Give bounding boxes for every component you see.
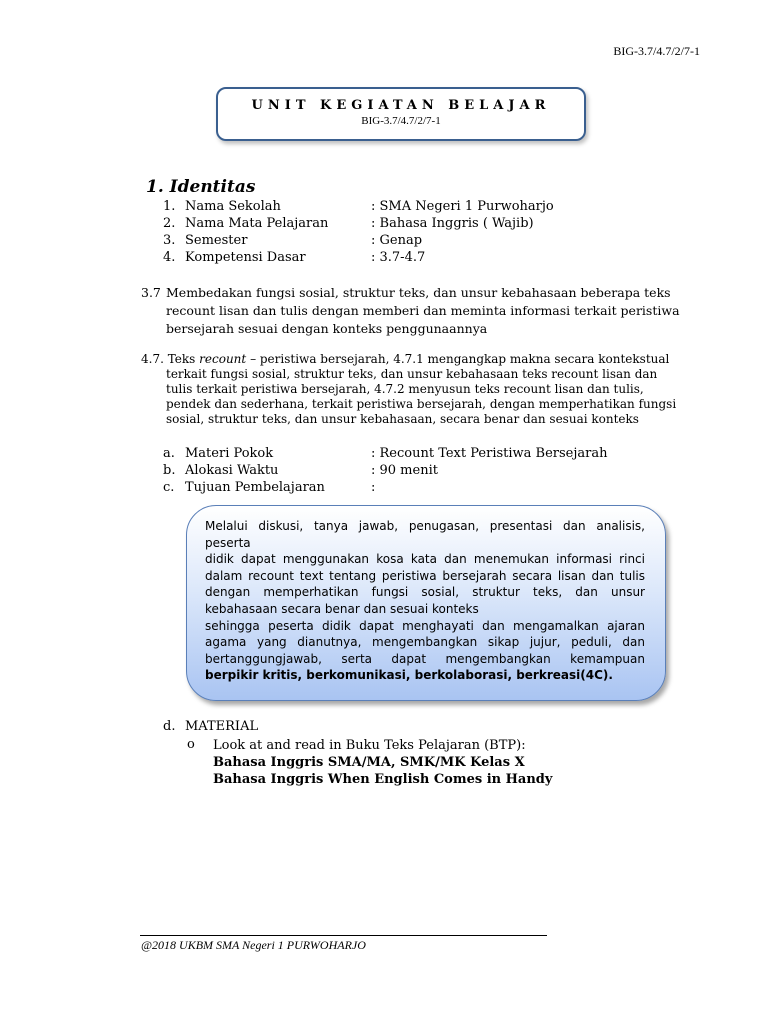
detail-tujuan-value: : [371,480,376,495]
kd47-line-2: terkait fungsi sosial, struktur teks, dan unsur kebahasaan teks recount lisan dan [166,367,658,381]
detail-alokasi-value: : 90 menit [371,463,438,478]
learning-goal-text: Melalui diskusi, tanya jawab, penugasan, presentasi dan analisis, peserta didik dapat menggunakan kosa kata dan menemukan informasi rinci dalam recount text tentang peristiwa bersejarah secara lisan dan tulis dengan memperhatikan fungsi sosial, struktur teks, dan unsur kebahasaan secara benar dan sesuai konteks sehingga peserta didik dapat menghayati dan mengamalkan ajaran agama yang dianutnya, mengembangkan sikap jujur, peduli, dan bertanggungjawab, serta dapat mengembangkan kemampuan berpikir kritis, berkomunikasi, berkolaborasi, berkreasi(4C). [205,519,645,683]
identitas-heading: 1. Identitas [146,177,256,197]
document-title: UNIT KEGIATAN BELAJAR [251,98,551,113]
kd37-line-2: recount lisan dan tulis dengan memberi dan meminta informasi terkait peristiwa [166,303,680,318]
material-bullet: o [187,737,195,752]
identitas-item-3: 3. Semester [163,233,248,248]
header-code: BIG-3.7/4.7/2/7-1 [613,44,700,58]
kd37-number: 3.7 [141,285,161,300]
identitas-value-3: : Genap [371,233,423,248]
material-line-2: Bahasa Inggris SMA/MA, SMK/MK Kelas X [213,755,525,770]
footer-divider [140,935,547,936]
title-box [216,87,586,141]
detail-tujuan: c. Tujuan Pembelajaran [163,480,325,495]
identitas-value-2: : Bahasa Inggris ( Wajib) [371,216,534,231]
kd47-line-4: pendek dan sederhana, terkait peristiwa bersejarah, dengan memperhatikan fungsi [166,397,677,411]
detail-materi: a. Materi Pokok [163,446,274,461]
material-line-3: Bahasa Inggris When English Comes in Handy [213,772,553,787]
kd47-line-3: tulis terkait peristiwa bersejarah, 4.7.2 menyusun teks recount lisan dan tulis, [166,382,644,396]
identitas-item-2: 2. Nama Mata Pelajaran [163,216,329,231]
identitas-value-4: : 3.7-4.7 [371,250,426,265]
material-line-1: Look at and read in Buku Teks Pelajaran (BTP): [213,738,526,753]
detail-alokasi: b. Alokasi Waktu [163,463,279,478]
kd37-line-1: Membedakan fungsi sosial, struktur teks, dan unsur kebahasaan beberapa teks [166,285,671,300]
kd47-line-5: sosial, struktur teks, dan unsur kebahasaan, secara benar dan sesuai konteks [166,412,639,426]
detail-materi-value: : Recount Text Peristiwa Bersejarah [371,446,608,461]
kd37-line-3: bersejarah sesuai dengan konteks penggunaannya [166,321,488,336]
identitas-item-1: 1. Nama Sekolah [163,199,281,214]
kd47-line-1: 4.7. Teks recount – peristiwa bersejarah, 4.7.1 mengangkap makna secara kontekstual [141,352,670,366]
identitas-item-4: 4. Kompetensi Dasar [163,250,306,265]
material-heading: d. MATERIAL [163,719,259,734]
footer-text: @2018 UKBM SMA Negeri 1 PURWOHARJO [141,938,366,952]
identitas-value-1: : SMA Negeri 1 Purwoharjo [371,199,554,214]
document-code: BIG-3.7/4.7/2/7-1 [361,115,441,127]
